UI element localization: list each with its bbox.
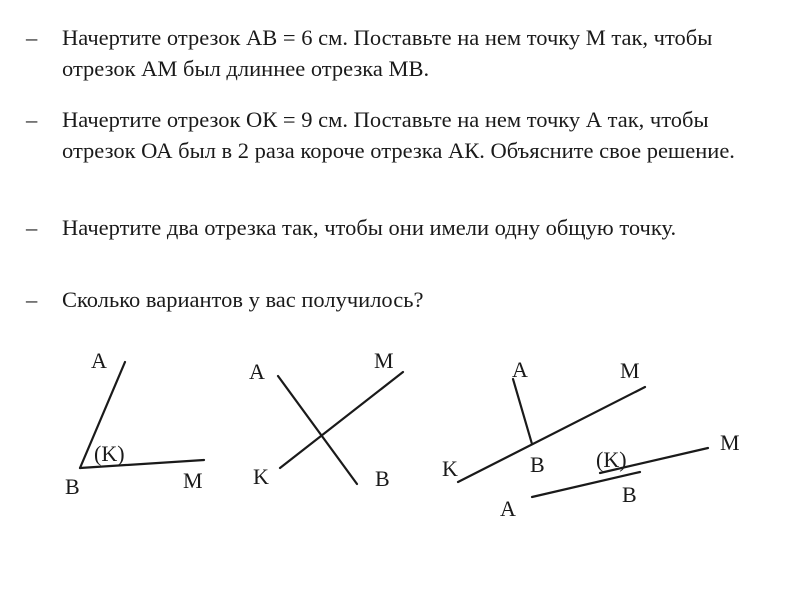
task-1-dash: –: [26, 25, 38, 50]
task-3-text: Начертите два отрезка так, чтобы они имели одну общую точку.: [62, 215, 677, 240]
fig2-label-a: A: [249, 359, 265, 384]
fig2-segment-ab: [278, 376, 357, 484]
fig3-segment-ab: [513, 379, 532, 444]
task-1-text: Начертите отрезок АВ = 6 см. Поставьте на нем точку М так, чтобы отрезок АМ был длиннее отрезка МВ.: [62, 25, 713, 81]
fig3-label-a: A: [512, 357, 528, 382]
task-3-dash: –: [26, 215, 38, 240]
figure-2: [249, 348, 403, 491]
fig2-segment-km: [280, 372, 403, 468]
fig1-label-k: (K): [94, 441, 125, 466]
fig1-label-b: B: [65, 474, 80, 499]
fig4-label-a: A: [500, 496, 516, 521]
fig4-label-m: M: [720, 430, 740, 455]
fig2-label-b: B: [375, 466, 390, 491]
task-2-dash: –: [26, 107, 38, 132]
fig3-label-k: K: [442, 456, 458, 481]
fig2-label-k: K: [253, 464, 269, 489]
task-2-text: Начертите отрезок ОК = 9 см. Поставьте на нем точку А так, чтобы отрезок ОА был в 2 раза короче отрезка АК. Объясните свое решение.: [62, 107, 735, 163]
task-4-dash: –: [26, 287, 38, 312]
fig1-label-a: A: [91, 348, 107, 373]
fig3-label-b: B: [530, 452, 545, 477]
task-4-text: Сколько вариантов у вас получилось?: [62, 287, 424, 312]
figure-1: [65, 348, 204, 499]
fig1-label-m: M: [183, 468, 203, 493]
fig4-label-k: (K): [596, 447, 627, 472]
fig4-label-b: B: [622, 482, 637, 507]
fig2-label-m: M: [374, 348, 394, 373]
fig3-label-m: M: [620, 358, 640, 383]
